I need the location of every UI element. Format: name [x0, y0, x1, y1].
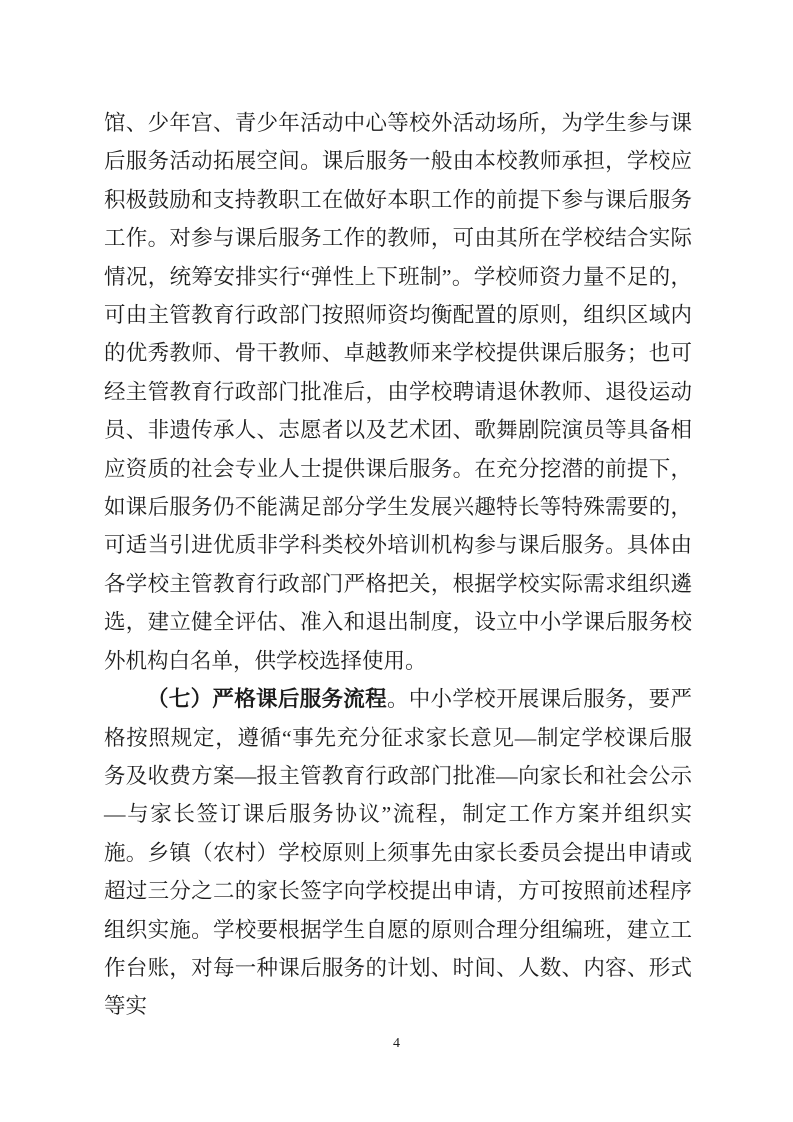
paragraph-text: 。中小学校开展课后服务，要严格按照规定，遵循“事先充分征求家长意见—制定学校课后服务及收费方案—报主管教育行政部门批准—向家长和社会公示—与家长签订课后服务协议”流程，制定工作方案并组织实施。乡镇（农村）学校原则上须事先由家长委员会提出申请或超过三分之二的家长签字向学校提出申请，方可按照前述程序组织实施。学校要根据学生自愿的原则合理分组编班，建立工作台账，对每一种课后服务的计划、时间、人数、内容、形式等实	[104, 687, 692, 1019]
document-body	[104, 104, 692, 1026]
paragraph	[104, 104, 692, 680]
page-number: 4	[393, 1036, 400, 1051]
paragraph-bold-heading: （七）严格课后服务流程	[147, 687, 387, 712]
paragraph-text: 馆、少年宫、青少年活动中心等校外活动场所，为学生参与课后服务活动拓展空间。课后服务一般由本校教师承担，学校应积极鼓励和支持教职工在做好本职工作的前提下参与课后服务工作。对参与课后服务工作的教师，可由其所在学校结合实际情况，统筹安排实行“弹性上下班制”。学校师资力量不足的，可由主管教育行政部门按照师资均衡配置的原则，组织区域内的优秀教师、骨干教师、卓越教师来学校提供课后服务；也可经主管教育行政部门批准后，由学校聘请退休教师、退役运动员、非遗传承人、志愿者以及艺术团、歌舞剧院演员等具备相应资质的社会专业人士提供课后服务。在充分挖潜的前提下，如课后服务仍不能满足部分学生发展兴趣特长等特殊需要的，可适当引进优质非学科类校外培训机构参与课后服务。具体由各学校主管教育行政部门严格把关，根据学校实际需求组织遴选，建立健全评估、准入和退出制度，设立中小学课后服务校外机构白名单，供学校选择使用。	[104, 111, 692, 673]
paragraph	[104, 680, 692, 1026]
